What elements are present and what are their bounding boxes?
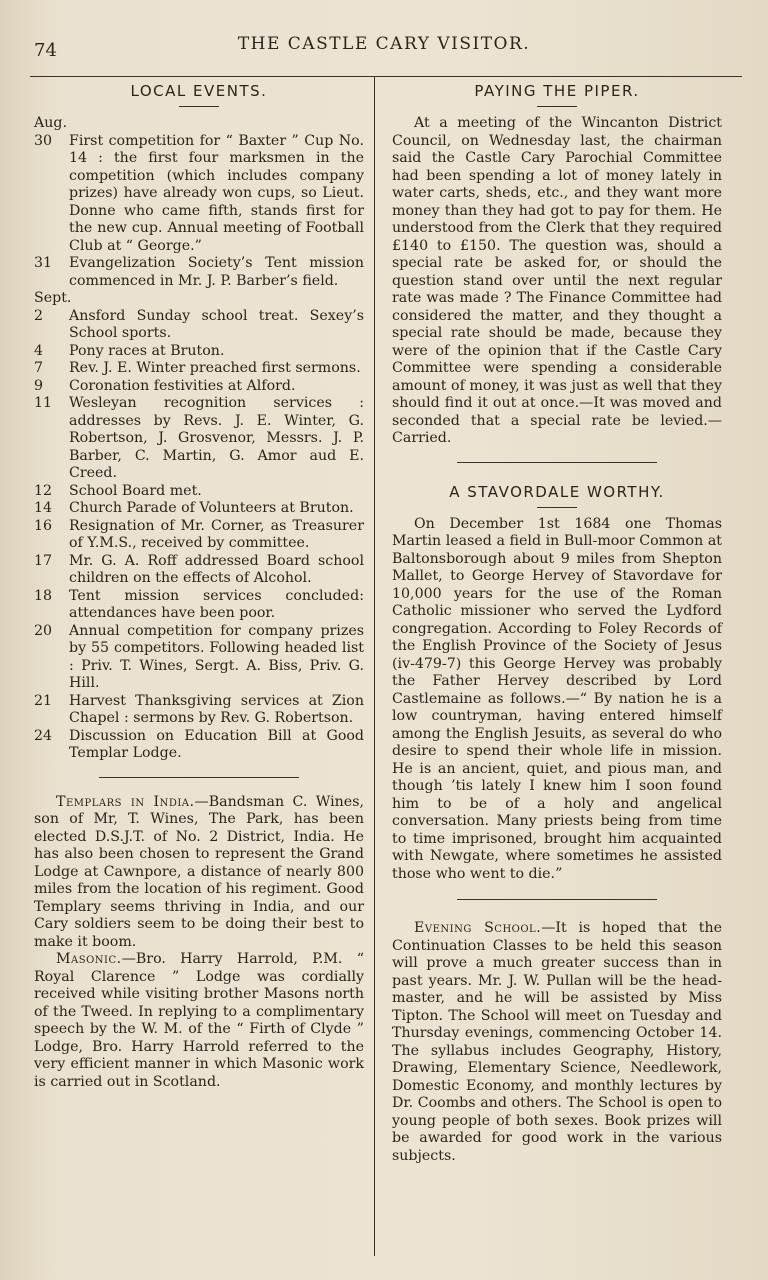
column-rule <box>374 76 375 1256</box>
event-text: First competition for “ Baxter ” Cup No. 14 : the first four marksmen in the competition (which includes company prizes) have already won cups, so Lieut. Donne who came fifth, stands first for the new cup. Annual meeting of Football Club at “ George.” <box>69 132 364 254</box>
event-text: Wesleyan recognition services : addresses by Revs. J. E. Winter, G. Robertson, J. Grosvenor, Messrs. J. P. Barber, C. Martin, G. Amor aud E. Creed. <box>69 395 364 481</box>
local-events-heading: LOCAL EVENTS. <box>130 82 268 100</box>
page-number: 74 <box>34 40 57 61</box>
event-day: 16 <box>34 517 53 534</box>
event-day: 7 <box>34 360 44 376</box>
event-day: 9 <box>34 377 44 394</box>
event-text: Resignation of Mr. Corner, as Treasurer of Y.M.S., received by committee. <box>69 517 364 551</box>
event-text: Harvest Thanksgiving services at Zion Chapel : sermons by Rev. G. Robertson. <box>69 692 364 726</box>
event-day: 2 <box>34 307 44 324</box>
event-day: 12 <box>34 482 53 499</box>
event-text: Discussion on Education Bill at Good Templar Lodge. <box>69 727 364 761</box>
event-item <box>34 500 364 518</box>
event-item <box>34 588 364 623</box>
event-item <box>34 395 364 483</box>
event-item <box>34 378 364 396</box>
piper-paragraph: At a meeting of the Wincanton District Council, on Wednesday last, the chairman said the Castle Cary Parochial Committee had been spending a lot of money lately in water carts, sheds, etc., and they want more money than they had got to pay for them. He understood from the Clerk that they required £140 to £150. The question was, should a special rate be asked for, or should the question stand over until the next regular rate was made ? The Finance Committee had considered the matter, and they thought a special rate should be made, because they were of the opinion that if the Castle Cary Committee were spending a considerable amount of money, it was just as well that they should find it out at once.—It was moved and seconded that a special rate be levied.—Carried. <box>392 115 722 446</box>
paragraph-lead: Masonic. <box>56 951 122 967</box>
heading-rule <box>179 106 219 107</box>
event-day: 11 <box>34 395 53 411</box>
event-text: Coronation festivities at Alford. <box>69 377 296 394</box>
event-text: Tent mission services concluded: attendances have been poor. <box>69 587 364 621</box>
heading-rule <box>537 106 577 107</box>
event-day: 17 <box>34 552 53 569</box>
month-label: Aug. <box>34 115 67 131</box>
event-item <box>34 255 364 290</box>
section-divider <box>457 899 657 900</box>
evening-school-paragraph <box>392 920 722 1165</box>
event-text: Church Parade of Volunteers at Bruton. <box>69 500 354 516</box>
running-header <box>0 30 768 60</box>
event-item <box>34 693 364 728</box>
paragraph-lead: Templars in India. <box>56 793 195 810</box>
event-day: 18 <box>34 587 53 604</box>
heading-rule <box>537 507 577 508</box>
event-item <box>34 343 364 361</box>
section-divider <box>457 462 657 463</box>
publication-title: THE CASTLE CARY VISITOR. <box>237 34 531 54</box>
masonic-paragraph <box>34 951 364 1091</box>
event-text: Mr. G. A. Roff addressed Board school children on the effects of Alcohol. <box>69 552 364 586</box>
event-day: 20 <box>34 622 53 639</box>
event-item <box>34 518 364 553</box>
event-item <box>34 553 364 588</box>
paragraph-body: —Bro. Harry Harrold, P.M. “ Royal Clarence ” Lodge was cordially received while visiting brother Masons north of the Tweed. In replying to a complimentary speech by the W. M. of the “ Firth of Clyde ” Lodge, Bro. Harry Harrold referred to the very efficient manner in which Masonic work is carried out in Scotland. <box>34 951 364 1090</box>
month-label: Sept. <box>34 290 72 306</box>
left-column <box>34 78 364 1091</box>
event-day: 21 <box>34 692 53 709</box>
worthy-heading: A STAVORDALE WORTHY. <box>449 482 665 501</box>
event-text: Evangelization Society’s Tent mission commenced in Mr. J. P. Barber’s field. <box>69 255 364 289</box>
events-list <box>34 115 364 763</box>
event-day: 31 <box>34 255 53 271</box>
event-text: Pony races at Bruton. <box>69 342 225 359</box>
event-item <box>34 308 364 343</box>
event-item <box>34 483 364 501</box>
event-item <box>34 623 364 693</box>
event-day: 14 <box>34 500 53 516</box>
event-day: 24 <box>34 727 53 744</box>
event-day: 4 <box>34 342 44 359</box>
worthy-paragraph: On December 1st 1684 one Thomas Martin leased a field in Bull-moor Common at Baltonsborough about 9 miles from Shepton Mallet, to George Hervey of Stavordave for 10,000 years for the use of the Roman Catholic missioner who served the Lydford congregation. According to Foley Records of the English Province of the Society of Jesus (iv-479-7) this George Hervey was probably the Father Hervey described by Lord Castlemaine as follows.—“ By nation he is a low countryman, having entered himself among the English Jesuits, as several do who desire to spend their whole life in mission. He is an ancient, quiet, and pious man, and though ’tis lately I knew him I soon found him to be of a holy and angelical conversation. Many priests being from time to time imprisoned, brought him acquainted with Newgate, where sometimes he assisted those who went to die.” <box>392 515 722 882</box>
event-text: Annual competition for company prizes by 55 competitors. Following headed list : Priv. T. Wines, Sergt. A. Biss, Priv. G. Hill. <box>69 622 364 691</box>
right-column <box>392 78 722 1165</box>
event-text: School Board met. <box>69 482 202 499</box>
paragraph-body: —It is hoped that the Continuation Classes to be held this season will prove a much greater success than in past years. Mr. J. W. Pullan will be the head-master, and he will be assisted by Miss Tipton. The School will meet on Tuesday and Thursday evenings, commencing October 14. The syllabus includes Geography, History, Drawing, Elementary Science, Needlework, Domestic Economy, and monthly lectures by Dr. Coombs and others. The School is open to young people of both sexes. Book prizes will be awarded for good work in the various subjects. <box>392 920 723 1164</box>
paragraph-body: —Bandsman C. Wines, son of Mr, T. Wines, The Park, has been elected D.S.J.T. of No. 2 District, India. He has also been chosen to represent the Grand Lodge at Cawnpore, a distance of nearly 800 miles from the location of his regiment. Good Templary seems thriving in India, and our Cary soldiers seem to be doing their best to make it boom. <box>34 793 364 950</box>
event-item <box>34 133 364 256</box>
event-item <box>34 360 364 378</box>
event-text: Ansford Sunday school treat. Sexey’s School sports. <box>69 307 364 341</box>
section-divider <box>99 777 299 778</box>
paragraph-lead: Evening School. <box>414 920 542 936</box>
piper-heading: PAYING THE PIPER. <box>474 82 640 100</box>
event-text: Rev. J. E. Winter preached first sermons. <box>69 360 361 376</box>
event-day: 30 <box>34 132 53 149</box>
event-item <box>34 728 364 763</box>
header-rule <box>30 76 742 77</box>
templars-paragraph <box>34 794 364 952</box>
